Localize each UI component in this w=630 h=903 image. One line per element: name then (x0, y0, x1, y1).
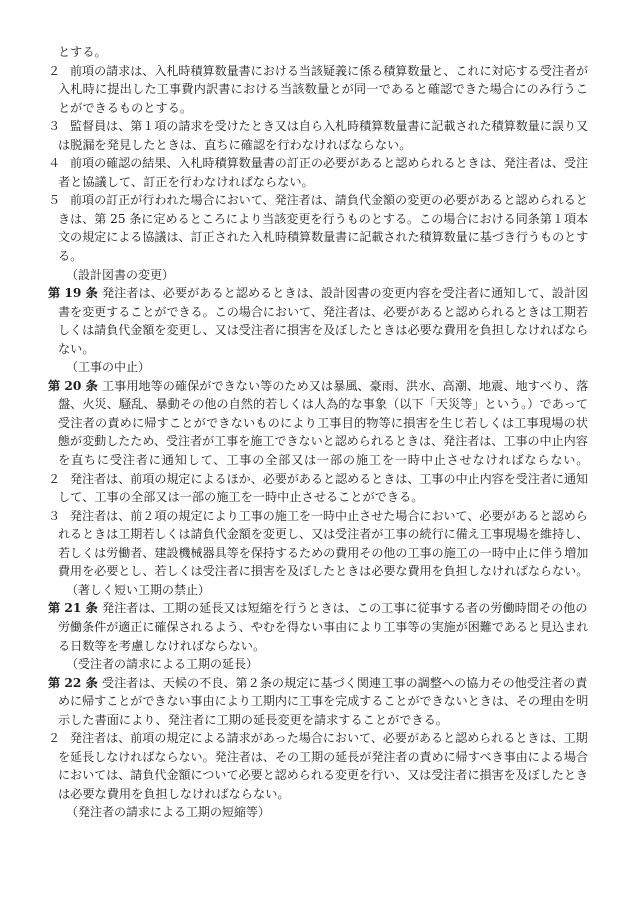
text-line (0, 136, 630, 155)
text-content: は必要な費用を負担しなければならない。 (58, 786, 290, 801)
text-content: 受注者は、天候の不良、第２条の規定に基づく関連工事の調整への協力その他受注者の責 (102, 675, 588, 690)
text-content: れるときは工期若しくは請負代金額を変更し、又は受注者が工事の続行に備え工事現場を維持し、 (58, 527, 589, 542)
text-line (0, 99, 630, 118)
text-line (0, 729, 630, 748)
text-content: 前項の確認の結果、入札時積算数量書の訂正の必要があると認められるときは、発注者は、受注 (70, 156, 589, 171)
text-content: 前項の請求は、入札時積算数量書における当該疑義に係る積算数量と、これに対応する受注者が (70, 63, 589, 78)
text-content: を直ちに受注者に通知して、工事の全部又は一部の施工を一時中止させなければならない。 (58, 453, 590, 468)
text-line (0, 432, 630, 451)
text-line (0, 674, 630, 693)
text-line (0, 266, 630, 285)
text-line (0, 637, 630, 656)
text-line (0, 766, 630, 785)
text-line (0, 544, 630, 563)
text-content: 発注者は、工期の延長又は短縮を行うときは、この工事に従事する者の労働時間その他の (102, 601, 588, 616)
text-line (0, 507, 630, 526)
text-content: は脱漏を発見したときは、直ちに確認を行わなければならない。 (58, 137, 412, 152)
paragraph-number: ２ (48, 471, 61, 486)
text-line (0, 785, 630, 804)
text-content: ない。 (58, 341, 95, 356)
text-line (0, 228, 630, 247)
text-line (0, 488, 630, 507)
document-body (0, 43, 630, 822)
text-line (0, 711, 630, 730)
text-content: る。 (58, 249, 83, 264)
text-content: 文の規定による協議は、訂正された入札時積算数量書に記載された積算数量に基づき行うものとす (58, 230, 589, 245)
text-line (0, 284, 630, 303)
text-line (0, 581, 630, 600)
text-line (0, 62, 630, 81)
text-content: においては、請負代金額について必要と認められる変更を行い、又は受注者に損害を及ぼしたとき (58, 768, 589, 783)
text-content: 盤、火災、騒乱、暴動その他の自然的若しくは人為的な事象（以下「天災等」という。）であって (58, 397, 589, 412)
article-number: 第 19 条 (48, 286, 98, 301)
text-content: 示した書面により、発注者に工期の延長変更を請求することができる。 (58, 712, 448, 727)
text-content: 発注者は、前２項の規定により工事の施工を一時中止させた場合において、必要があると認めら (70, 508, 588, 523)
text-line (0, 470, 630, 489)
text-line (0, 395, 630, 414)
text-line (0, 117, 630, 136)
text-content: 発注者は、必要があると認めるときは、設計図書の変更内容を受注者に通知して、設計図 (102, 286, 589, 301)
text-line (0, 303, 630, 322)
text-line (0, 803, 630, 822)
text-line (0, 340, 630, 359)
text-line (0, 692, 630, 711)
paragraph-number: ２ (48, 731, 61, 746)
article-number: 第 21 条 (48, 601, 98, 616)
text-line (0, 210, 630, 229)
text-line (0, 377, 630, 396)
text-content: とする。 (58, 45, 107, 59)
text-line (0, 191, 630, 210)
text-content: 監督員は、第１項の請求を受けたとき又は自ら入札時積算数量書に記載された積算数量に誤り又 (70, 119, 589, 134)
text-content: 発注者は、前項の規定によるほか、必要があると認めるときは、工事の中止内容を受注者に通知 (70, 471, 589, 486)
text-content: 工事用地等の確保ができない等のため又は暴風、豪雨、洪水、高潮、地震、地すべり、落 (102, 378, 589, 393)
text-line (0, 748, 630, 767)
text-content: 態が変動したため、受注者が工事を施工できないと認められるときは、発注者は、工事の中止内容 (58, 434, 588, 449)
text-line (0, 562, 630, 581)
text-content: る日数等を考慮しなければならない。 (58, 638, 266, 653)
text-line (0, 154, 630, 173)
paragraph-number: ４ (48, 156, 61, 171)
text-content: を延長しなければならない。発注者は、その工期の延長が発注者の責めに帰すべき事由による場合 (58, 749, 589, 764)
text-line (0, 247, 630, 266)
text-content: 者と協議して、訂正を行わなければならない。 (58, 174, 314, 189)
paragraph-number: ３ (48, 119, 61, 134)
text-line (0, 599, 630, 618)
text-content: 費用を必要とし、若しくは受注者に損害を及ぼしたときは必要な費用を負担しなければならない。 (58, 564, 589, 579)
text-line (0, 414, 630, 433)
text-content: 書を変更することができる。この場合において、発注者は、必要があると認められるときは工期若 (58, 304, 589, 319)
paragraph-number: ２ (48, 63, 61, 78)
paragraph-number: ３ (48, 508, 61, 523)
article-number: 第 20 条 (48, 378, 98, 393)
text-content: 前項の訂正が行われた場合において、発注者は、請負代金額の変更の必要があると認められると (70, 193, 588, 208)
text-content: 発注者は、前項の規定による請求があった場合において、必要があると認められるときは、工期 (70, 731, 588, 746)
text-line (0, 43, 630, 62)
text-content: 若しくは労働者、建設機械器具等を保持するための費用その他の工事の施工の一時中止に伴う増加 (58, 545, 589, 560)
text-line (0, 451, 630, 470)
article-number: 第 22 条 (48, 675, 98, 690)
text-content: 労働条件が適正に確保されるよう、やむを得ない事由により工事等の実施が困難であると見込まれ (58, 619, 589, 634)
article-caption: （受注者の請求による工期の延長） (66, 657, 259, 672)
text-line (0, 321, 630, 340)
article-caption: （発注者の請求による工期の短縮等） (66, 805, 271, 820)
paragraph-number: ５ (48, 193, 61, 208)
text-line (0, 525, 630, 544)
text-content: して、工事の全部又は一部の施工を一時中止させることができる。 (58, 490, 424, 505)
article-caption: （工事の中止） (66, 360, 151, 375)
text-content: しくは請負代金額を変更し、又は受注者に損害を及ぼしたときは必要な費用を負担しなければなら (58, 323, 589, 338)
text-content: めに帰すことができない事由により工期内に工事を完成することができないときは、その理由を明 (58, 694, 589, 709)
text-line (0, 618, 630, 637)
text-content: きは、第 25 条に定めるところにより当該変更を行うものとする。この場合における同条第１項本 (58, 211, 589, 226)
article-caption: （著しく短い工期の禁止） (66, 582, 211, 597)
text-line (0, 358, 630, 377)
text-content: 入札時に提出した工事費内訳書における当該数量とが同一であると確認できた場合にのみ行うこ (58, 82, 589, 97)
text-line (0, 173, 630, 192)
text-content: とができるものとする。 (58, 100, 193, 115)
text-line (0, 655, 630, 674)
article-caption: （設計図書の変更） (66, 267, 175, 282)
text-line (0, 80, 630, 99)
text-content: 受注者の責めに帰すことができないものにより工事目的物等に損害を生じ若しくは工事現場の状 (58, 415, 589, 430)
